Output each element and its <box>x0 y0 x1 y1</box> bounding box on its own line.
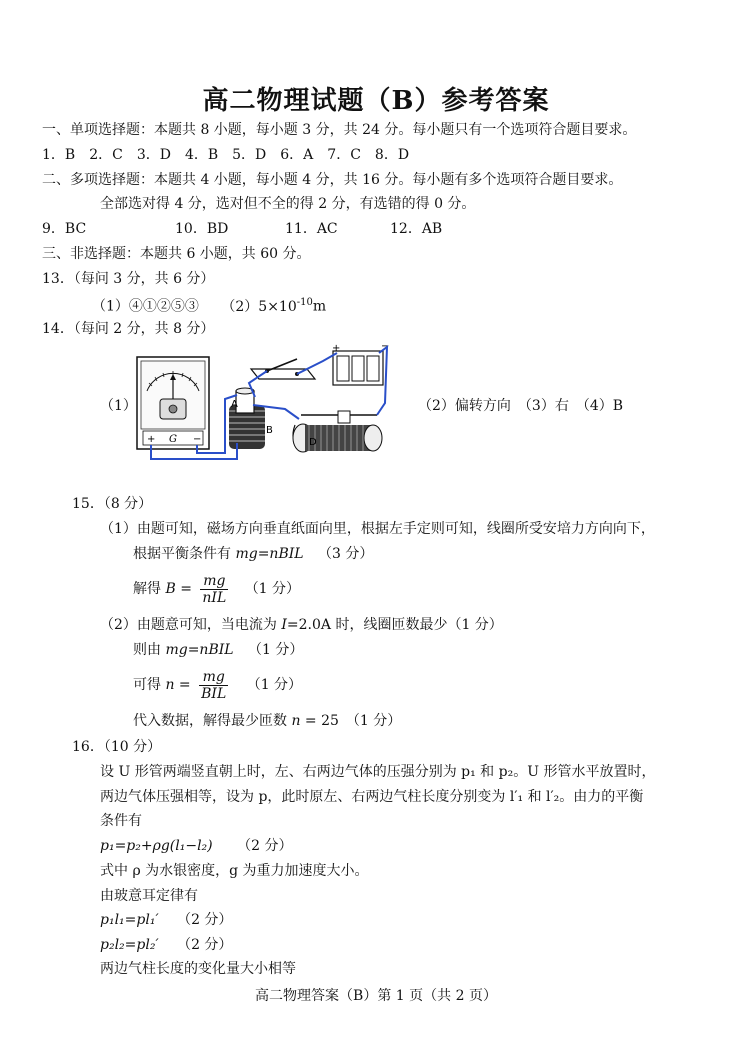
q14-part1: （1） <box>100 398 137 414</box>
q13-exponent: -10 <box>296 297 313 308</box>
q15-line2-score: （3 分） <box>318 546 374 562</box>
battery <box>333 351 383 385</box>
section2-answer-11: 11．AC <box>285 221 338 237</box>
q16-equation-1-line <box>100 836 292 856</box>
q13-part1: （1）④①②⑤③ <box>92 298 199 315</box>
page-footer: 高二物理答案（B）第 1 页（共 2 页） <box>255 988 497 1004</box>
q15-current-symbol: I <box>281 617 287 633</box>
q15-equation-2: mg=nBIL <box>165 642 234 658</box>
q15-fraction-b-den: nIL <box>202 589 227 606</box>
rheostat-d-label: D <box>309 437 317 448</box>
section1-heading: 一、单项选择题：本题共 8 小题，每小题 3 分，共 24 分。每小题只有一个选项符合题目要求。 <box>42 122 637 138</box>
q15-line3: 解得 B = $\frac{mg}{\text{nIL}}$ （1 分） <box>133 572 301 606</box>
coil-b-label: B <box>266 425 273 436</box>
q14-head: 14．（每问 2 分，共 8 分） <box>42 321 215 337</box>
q15-line7-tail: = 25 （1 分） <box>300 713 402 729</box>
q15-fraction-n <box>199 669 228 702</box>
section2-answer-12: 12．AB <box>390 221 443 237</box>
coil-b <box>229 388 265 449</box>
galvanometer-g-label: G <box>169 434 177 445</box>
page-title: 高二物理试题（B）参考答案 <box>202 86 550 116</box>
q13-part2: （2）5×10 <box>221 298 297 315</box>
q15-n-result-symbol: n <box>291 713 301 729</box>
q16-line9: 两边气柱长度的变化量大小相等 <box>100 961 296 977</box>
q15-line3-score: （1 分） <box>244 581 301 597</box>
q16-equation-3-line <box>100 935 232 955</box>
q13-head: 13．（每问 3 分，共 6 分） <box>42 271 215 287</box>
q15-line4-text: （2）由题意可知，当电流为 <box>100 617 282 633</box>
q15-line7 <box>133 711 401 731</box>
circuit-diagram <box>133 343 408 465</box>
q15-line6-text: 可得 <box>133 677 166 693</box>
q15-fraction-b-num: mg <box>200 573 228 590</box>
q15-line5-score: （1 分） <box>248 642 304 658</box>
q15-line1: （1）由题可知，磁场方向垂直纸面向里，根据左手定则可知，线圈所受安培力方向向下， <box>100 521 655 537</box>
q16-line2: 两边气体压强相等，设为 p，此时原左、右两边气柱长度分别变为 l′₁ 和 l′₂。由力的平衡 <box>100 789 644 805</box>
q15-line7-text: 代入数据，解得最少匝数 <box>133 713 292 729</box>
battery-plus-label: + <box>332 343 341 354</box>
q16-equation-2: p₁l₁=pl₁′ <box>100 912 159 928</box>
q16-line1: 设 U 形管两端竖直朝上时，左、右两边气体的压强分别为 p₁ 和 p₂。U 形管水平放置时， <box>100 764 656 780</box>
q15-line6: 可得 n = $\frac{mg}{\text{BIL}}$ （1 分） <box>133 668 303 702</box>
section2-answer-9: 9．BC <box>42 221 87 237</box>
q16-equation-2-line <box>100 910 232 930</box>
battery-minus-label: − <box>381 343 390 352</box>
q13-unit: m <box>312 298 327 315</box>
rheostat <box>293 411 382 452</box>
q16-equation-1: p₁=p₂+ρg(l₁−l₂) <box>100 838 213 854</box>
section2-rule: 全部选对得 4 分，选对但不全的得 2 分，有选错的得 0 分。 <box>100 196 476 212</box>
q15-line4 <box>100 615 503 635</box>
q15-line5 <box>133 640 303 660</box>
section2-heading: 二、多项选择题：本题共 4 小题，每小题 4 分，共 16 分。每小题有多个选项符合题目要求。 <box>42 172 623 188</box>
section3-heading: 三、非选择题：本题共 6 小题，共 60 分。 <box>42 246 311 262</box>
q15-fraction-n-num: mg <box>199 669 228 686</box>
q15-b-symbol: B <box>165 581 176 597</box>
q15-line3-text: 解得 <box>133 581 166 597</box>
coil-a-label: A <box>231 399 238 410</box>
q13-answers <box>92 293 326 317</box>
section2-answer-10: 10．BD <box>175 221 229 237</box>
q15-equation-1: mg=nBIL <box>235 546 304 562</box>
q15-head: 15．（8 分） <box>72 496 153 512</box>
q15-line2 <box>133 544 373 564</box>
q16-equation-1-score: （2 分） <box>237 838 293 854</box>
q16-equation-3: p₂l₂=pl₂′ <box>100 937 159 953</box>
galvanometer-plus-label: + <box>147 434 156 445</box>
q15-line6-score: （1 分） <box>246 677 303 693</box>
q15-line2-text: 根据平衡条件有 <box>133 546 236 562</box>
q15-line5-text: 则由 <box>133 642 166 658</box>
q16-line6: 由玻意耳定律有 <box>100 888 198 904</box>
q16-equation-2-score: （2 分） <box>177 912 233 928</box>
q15-n-symbol: n <box>165 677 175 693</box>
galvanometer-minus-label: − <box>193 434 202 445</box>
q15-fraction-n-den: BIL <box>201 685 227 702</box>
q15-line4-tail: =2.0A 时，线圈匝数最少（1 分） <box>286 617 503 633</box>
q15-fraction-b <box>200 573 228 606</box>
section1-answers: 1．B 2．C 3．D 4．B 5．D 6．A 7．C 8．D <box>42 147 410 163</box>
q16-head: 16．（10 分） <box>72 739 162 755</box>
q14-rest: （2）偏转方向 （3）右 （4）B <box>418 398 624 414</box>
q16-line5: 式中 ρ 为水银密度，g 为重力加速度大小。 <box>100 863 369 879</box>
q16-line3: 条件有 <box>100 813 142 829</box>
q16-equation-3-score: （2 分） <box>177 937 233 953</box>
